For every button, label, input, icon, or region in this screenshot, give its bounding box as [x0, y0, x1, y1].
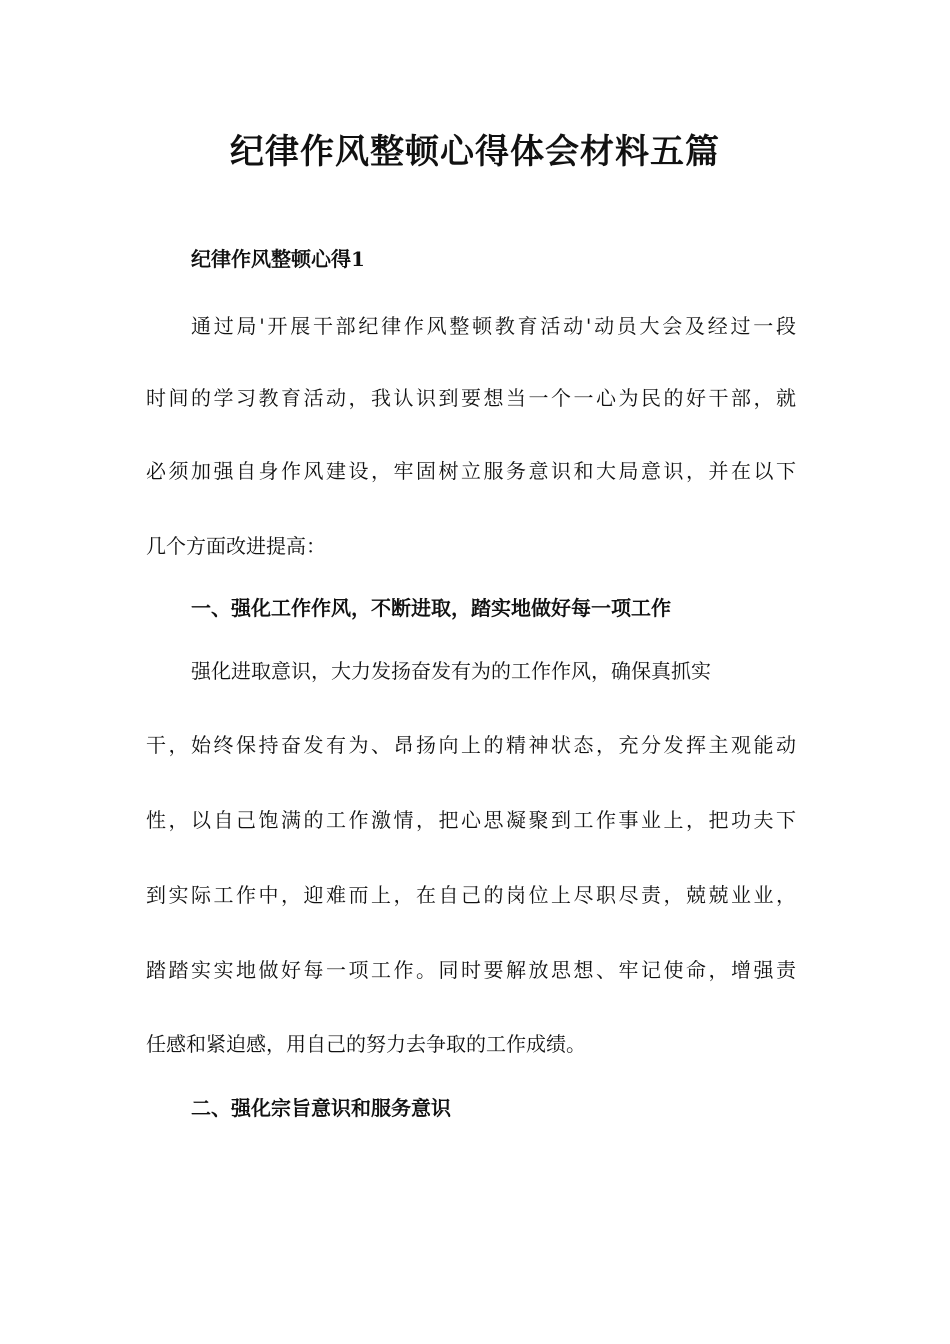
subheading-1: 一、强化工作作风，不断进取，踏实地做好每一项工作 [191, 596, 671, 620]
paragraph-line: 时间的学习教育活动，我认识到要想当一个一心为民的好干部，就 [146, 386, 796, 410]
paragraph-line: 几个方面改进提高： [146, 534, 326, 558]
paragraph-line: 踏踏实实地做好每一项工作。同时要解放思想、牢记使命，增强责 [146, 958, 796, 982]
subheading-2: 二、强化宗旨意识和服务意识 [191, 1096, 451, 1120]
document-title: 纪律作风整顿心得体会材料五篇 [230, 132, 720, 172]
paragraph-line: 任感和紧迫感，用自己的努力去争取的工作成绩。 [146, 1032, 586, 1056]
section-heading: 纪律作风整顿心得1 [191, 247, 365, 271]
paragraph-line: 到实际工作中，迎难而上，在自己的岗位上尽职尽责，兢兢业业， [146, 883, 796, 907]
paragraph-line: 必须加强自身作风建设，牢固树立服务意识和大局意识，并在以下 [146, 459, 796, 483]
paragraph-line: 强化进取意识，大力发扬奋发有为的工作作风，确保真抓实 [191, 659, 711, 683]
paragraph-line: 干，始终保持奋发有为、昂扬向上的精神状态，充分发挥主观能动 [146, 733, 796, 757]
paragraph-line: 通过局'开展干部纪律作风整顿教育活动'动员大会及经过一段 [191, 314, 796, 338]
paragraph-line: 性，以自己饱满的工作激情，把心思凝聚到工作事业上，把功夫下 [146, 808, 796, 832]
